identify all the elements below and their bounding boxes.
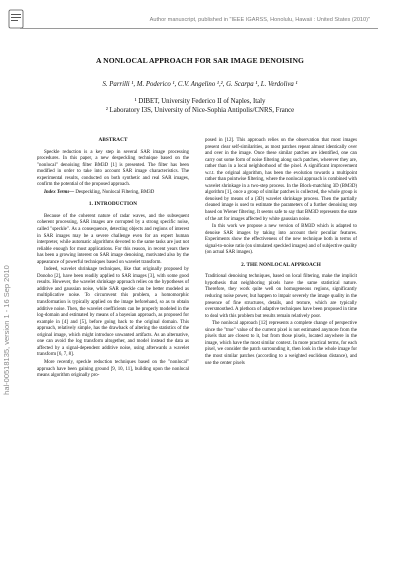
paper-title: A NONLOCAL APPROACH FOR SAR IMAGE DENOISING — [95, 56, 305, 65]
hal-identifier: hal-00518135, version 1 - 16 Sep 2010 — [2, 265, 11, 395]
index-terms-text: Despeckling, Nonlocal Filtering, BM3D — [74, 189, 155, 195]
author-list: S. Parrilli ¹, M. Poderico ¹, C.V. Angelino ¹,², G. Scarpa ¹, L. Verdoliva ¹ — [102, 81, 298, 88]
paragraph: Indeed, wavelet shrinkage techniques, like that originally proposed by Donoho [2], have been readily applied to SAR images [3], with some good results. However, the wavelet shrinkage approach relies on the hypotheses of additive and gaussian noise, while SAR speckle can be better modeled as multiplicative noise. To circumvent this problem, a homomorphic transformation is typically applied on the image beforehand, so as to obtain additive noise. Then, the wavelet coefficients can be properly modeled in the log-domain and estimated by means of a bayesian approach, as proposed for example in [4] and [5], before going back to the original domain. This approach, relatively simple, has the drawback of altering the statistics of the original image, which might introduce unwanted artifacts. As an alternative, one can avoid the log transform altogether, and model instead the data as affected by a signal-dependent additive noise, using afterwards a wavelet transform [6, 7, 8]. — [37, 267, 189, 358]
header-divider — [20, 28, 378, 29]
nonlocal-approach-heading: 2. THE NONLOCAL APPROACH — [241, 261, 321, 268]
right-column — [205, 138, 357, 368]
paragraph: Traditional denoising techniques, based on local filtering, make the implicit hypothesis that neighboring pixels have the same statistical nature. Therefore, they work quite well on homogeneous regions, significantly reducing noise power, but happen to impair severely the image quality in the presence of fine structures, details, and texture, which are typically oversmoothed. A plethora of adaptive techniques have been proposed in time to deal with this problem but results remain relatively poor. — [205, 274, 357, 319]
index-terms — [37, 190, 189, 197]
paragraph: In this work we propose a new version of BM3D which is adapted to denoise SAR images by taking into account their peculiar features. Experiments show the effectiveness of the new technique both in terms of signal-to-noise ratio (on simulated speckled images) and of subjective quality (on actual SAR images). — [205, 224, 357, 256]
publication-note: Author manuscript, published in "IEEE IGARSS, Honolulu, Hawaii : United States (2010)" — [149, 17, 370, 23]
paragraph: More recently, speckle reduction techniques based on the "nonlocal" approach have been gaining ground [9, 10, 11], building upon the nonlocal means algorithm originally pro- — [37, 359, 189, 379]
paragraph: The nonlocal approach [12] represents a complete change of perspective since the "true" value of the current pixel is not estimated anymore from the pixels that are closest to it, but from those pixels, located anywhere in the image, which have the most similar context. In more practical terms, for each pixel, we consider the patch surrounding it, then look in the whole image for the most similar patches (according to a weighted euclidean distance), and use the center pixels — [205, 321, 357, 366]
abstract-heading: ABSTRACT — [98, 137, 128, 143]
abstract-text: Speckle reduction is a key step in several SAR image processing procedures. In this paper, a new despeckling technique based on the "nonlocal" denoising filter BM3D [1] is presented. The filter has been modified in order to take into account SAR image characteristics. The experimental results, conducted on both synthetic and real SAR images, confirm the potential of the proposed approach. — [37, 149, 189, 188]
hal-logo-icon — [8, 8, 24, 30]
affiliation-1: ¹ DIBET, University Federico II of Naples, Italy — [134, 98, 266, 105]
paragraph: Because of the coherent nature of radar waves, and the subsequent coherent processing, SAR images are corrupted by a strong specific noise, called "speckle". As a consequence, detecting objects and regions of interest in SAR images may be a severe challenge even for an expert human interpreter, while automatic algorithms devoted to the same tasks are just not reliable enough for most applications. For this reason, in recent years there has been a growing interest on SAR image denoising, motivated also by the appearance of powerful techniques based on wavelet transform. — [37, 213, 189, 265]
affiliation-2: ² Laboratory I3S, University of Nice-Sophia Antipolis/CNRS, France — [105, 107, 295, 114]
left-column — [37, 137, 189, 381]
index-terms-label: Index Terms— — [44, 189, 75, 195]
paragraph: posed in [12]. This approach relies on the observation that most images present clear self-similarities, as most patches repeat almost identically over and over in the image. Once these similar patches are identified, one can carry out some form of noise filtering along such patches, wherever they are, rather than in a local neighborhood of the pixel. A significant improvement w.r.t. the original algorithm, has been the evolution towards a multipoint rather than pointwise filtering, where the nonlocal approach is combined with wavelet shrinkage in a two-step process. In the Block-matching 3D (BM3D) algorithm [1], once a group of similar patches is collected, the whole group is denoised by means of a (3D) wavelet shrinkage process. Then the partially cleaned image is used to estimate the parameters of a further denoising step based on Wiener filtering. It seems safe to say that BM3D represents the state of the art for images affected by white gaussian noise. — [205, 138, 357, 222]
introduction-heading: 1. INTRODUCTION — [88, 201, 138, 208]
